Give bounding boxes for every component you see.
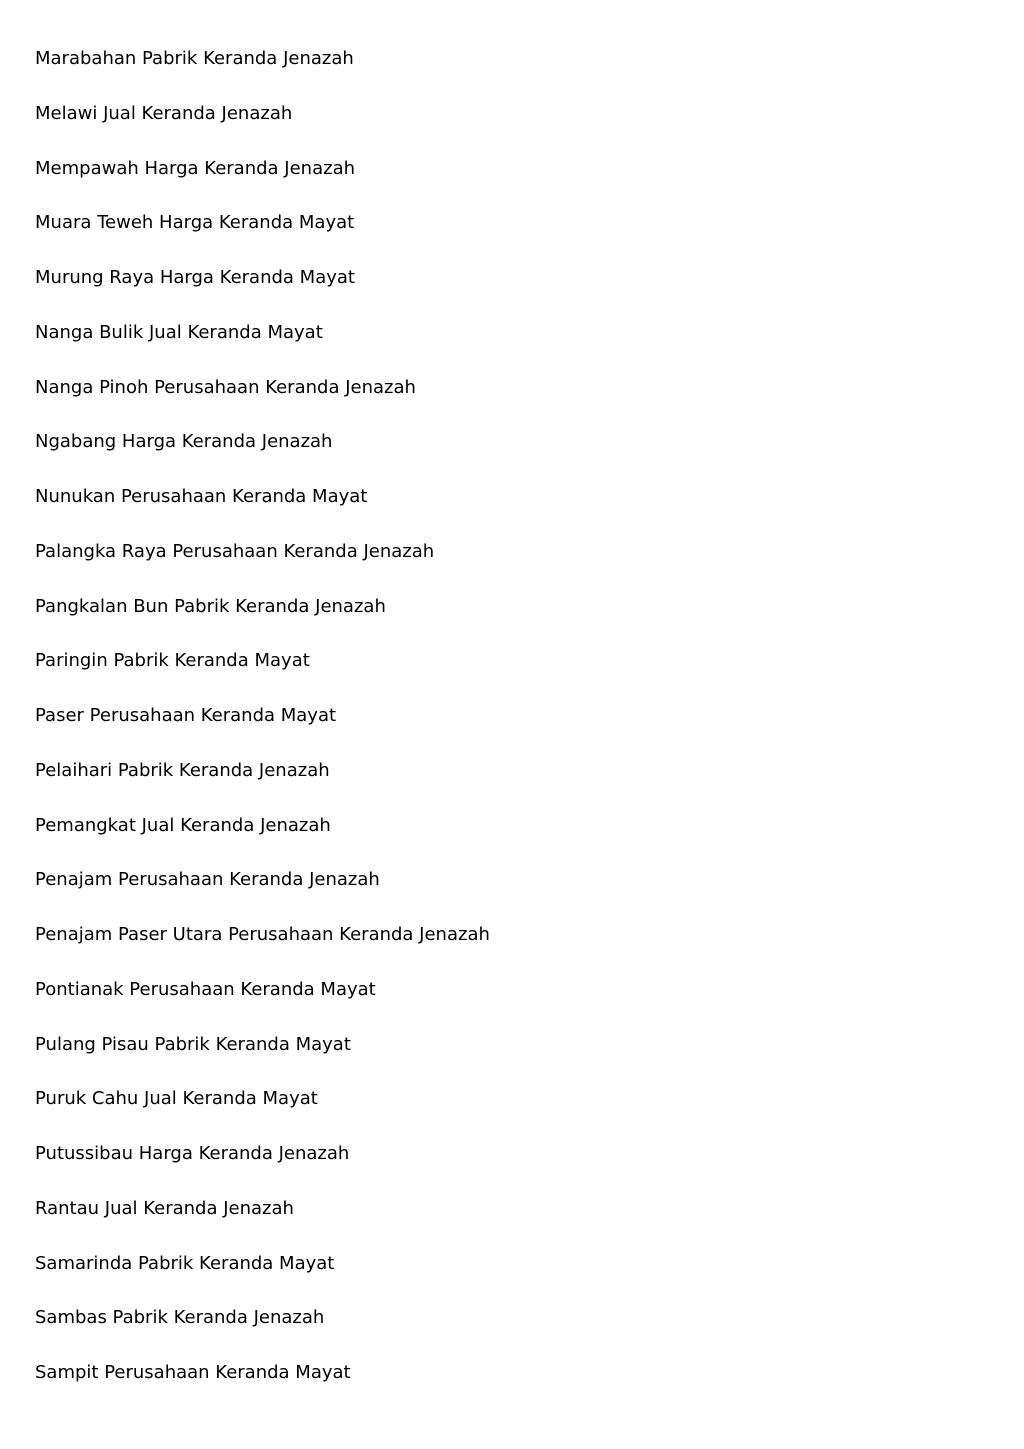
text-line: Nanga Pinoh Perusahaan Keranda Jenazah [35,376,416,398]
text-line: Pontianak Perusahaan Keranda Mayat [35,978,376,1000]
text-line: Rantau Jual Keranda Jenazah [35,1197,294,1219]
text-line: Ngabang Harga Keranda Jenazah [35,431,333,453]
text-line: Murung Raya Harga Keranda Mayat [35,267,355,288]
text-line: Puruk Cahu Jual Keranda Mayat [35,1088,318,1110]
text-line-list [35,46,490,1415]
text-line: Penajam Perusahaan Keranda Jenazah [35,869,380,891]
text-line: Putussibau Harga Keranda Jenazah [35,1143,350,1164]
text-line: Mempawah Harga Keranda Jenazah [35,157,356,179]
text-line: Pangkalan Bun Pabrik Keranda Jenazah [35,595,386,617]
text-line: Pemangkat Jual Keranda Jenazah [35,814,331,836]
text-line: Melawi Jual Keranda Jenazah [35,102,293,124]
text-line: Paser Perusahaan Keranda Mayat [35,705,337,726]
text-line: Marabahan Pabrik Keranda Jenazah [35,48,354,69]
text-line: Paringin Pabrik Keranda Mayat [35,650,310,672]
text-line: Palangka Raya Perusahaan Keranda Jenazah [35,540,435,562]
text-line: Nunukan Perusahaan Keranda Mayat [35,486,368,507]
text-line: Samarinda Pabrik Keranda Mayat [35,1252,335,1274]
text-line: Penajam Paser Utara Perusahaan Keranda Jenazah [35,924,490,945]
text-line: Sampit Perusahaan Keranda Mayat [35,1362,351,1383]
text-line: Sambas Pabrik Keranda Jenazah [35,1307,325,1329]
text-line: Pulang Pisau Pabrik Keranda Mayat [35,1033,351,1055]
text-line: Nanga Bulik Jual Keranda Mayat [35,321,323,343]
text-line: Pelaihari Pabrik Keranda Jenazah [35,759,330,781]
text-line: Muara Teweh Harga Keranda Mayat [35,212,355,234]
